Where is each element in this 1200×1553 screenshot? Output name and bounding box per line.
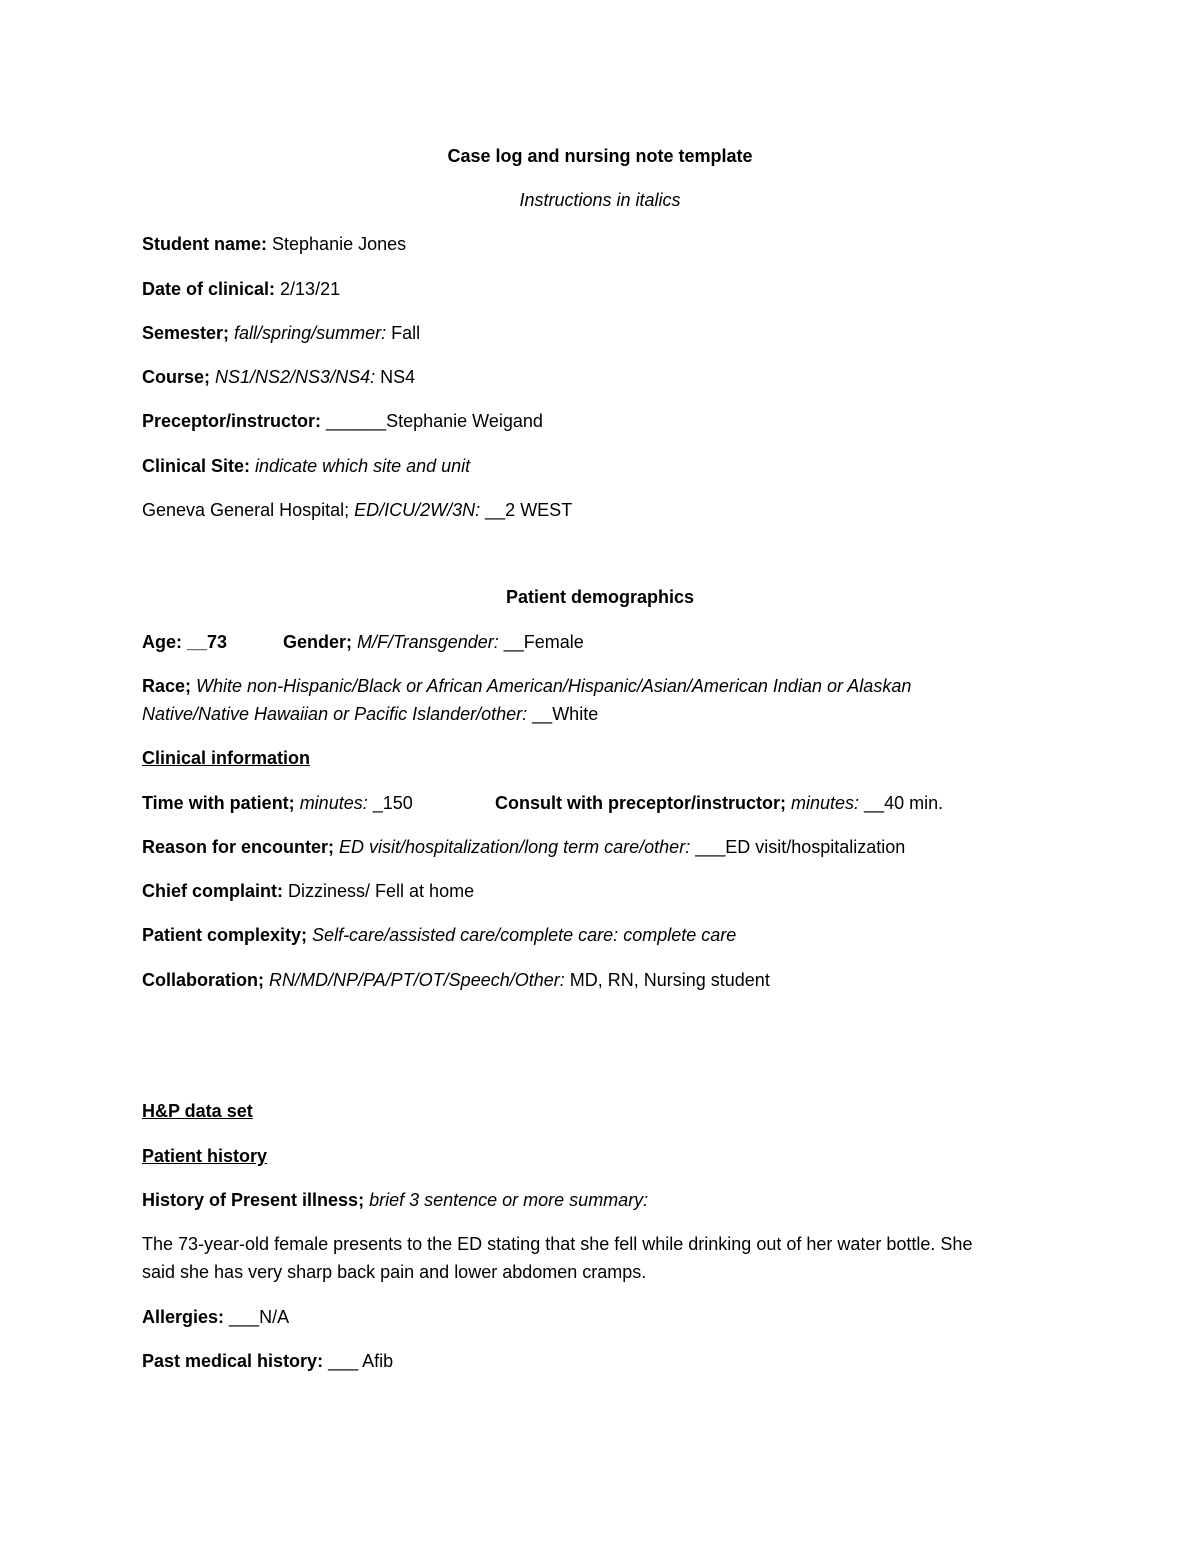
course-line: Course; NS1/NS2/NS3/NS4: NS4	[142, 367, 416, 387]
unit-value: __2 WEST	[480, 500, 573, 520]
allergies-value: ___N/A	[224, 1307, 290, 1327]
collaboration-value: MD, RN, Nursing student	[564, 970, 770, 990]
document-subtitle: Instructions in italics	[519, 190, 681, 210]
clinical-info-heading: Clinical information	[142, 748, 311, 768]
race-line-2: Native/Native Hawaiian or Pacific Islander/other: __White	[142, 704, 599, 724]
complexity-line: Patient complexity; Self-care/assisted care/complete care: complete care	[142, 925, 737, 945]
course-value: NS4	[375, 367, 416, 387]
chief-complaint-value: Dizziness/ Fell at home	[283, 881, 475, 901]
clinical-site-line: Clinical Site: indicate which site and unit	[142, 456, 471, 476]
gender-line: Gender; M/F/Transgender: __Female	[283, 632, 584, 652]
semester-value: Fall	[386, 323, 421, 343]
document-title: Case log and nursing note template	[447, 146, 753, 166]
patient-history-heading: Patient history	[142, 1146, 268, 1166]
hpi-label-line: History of Present illness; brief 3 sentence or more summary:	[142, 1190, 649, 1210]
reason-value: ___ED visit/hospitalization	[690, 837, 906, 857]
time-value: _150	[367, 793, 413, 813]
date-value: 2/13/21	[275, 279, 341, 299]
hpi-text-line-1: The 73-year-old female presents to the ED stating that she fell while drinking out of her water bottle. She	[142, 1234, 973, 1254]
allergies-line: Allergies: ___N/A	[142, 1307, 290, 1327]
time-line: Time with patient; minutes: _150	[142, 793, 413, 813]
chief-complaint-line: Chief complaint: Dizziness/ Fell at home	[142, 881, 475, 901]
gender-value: __Female	[498, 632, 584, 652]
race-value: __White	[527, 704, 599, 724]
collaboration-line: Collaboration; RN/MD/NP/PA/PT/OT/Speech/Other: MD, RN, Nursing student	[142, 970, 770, 990]
semester-line: Semester; fall/spring/summer: Fall	[142, 323, 421, 343]
hospital-line: Geneva General Hospital; ED/ICU/2W/3N: __2 WEST	[142, 500, 573, 520]
preceptor-value: ______Stephanie Weigand	[321, 411, 543, 431]
student-name-line: Student name: Stephanie Jones	[142, 234, 407, 254]
student-name-value: Stephanie Jones	[267, 234, 407, 254]
date-line: Date of clinical: 2/13/21	[142, 279, 341, 299]
age-value: __73	[182, 632, 228, 652]
hp-heading: H&P data set	[142, 1101, 253, 1121]
reason-line: Reason for encounter; ED visit/hospitalization/long term care/other: ___ED visit/hospitalization	[142, 837, 906, 857]
past-medical-history-line: Past medical history: ___ Afib	[142, 1351, 394, 1371]
preceptor-line: Preceptor/instructor: ______Stephanie Weigand	[142, 411, 543, 431]
complexity-value: complete care	[618, 925, 737, 945]
age-line: Age: __73	[142, 632, 228, 652]
hpi-text-line-2: said she has very sharp back pain and lower abdomen cramps.	[142, 1262, 647, 1282]
consult-line: Consult with preceptor/instructor; minutes: __40 min.	[495, 793, 944, 813]
demographics-heading: Patient demographics	[505, 587, 695, 607]
past-medical-history-value: ___ Afib	[323, 1351, 394, 1371]
consult-value: __40 min.	[859, 793, 944, 813]
race-line-1: Race; White non-Hispanic/Black or African American/Hispanic/Asian/American Indian or Alaskan	[142, 676, 912, 696]
